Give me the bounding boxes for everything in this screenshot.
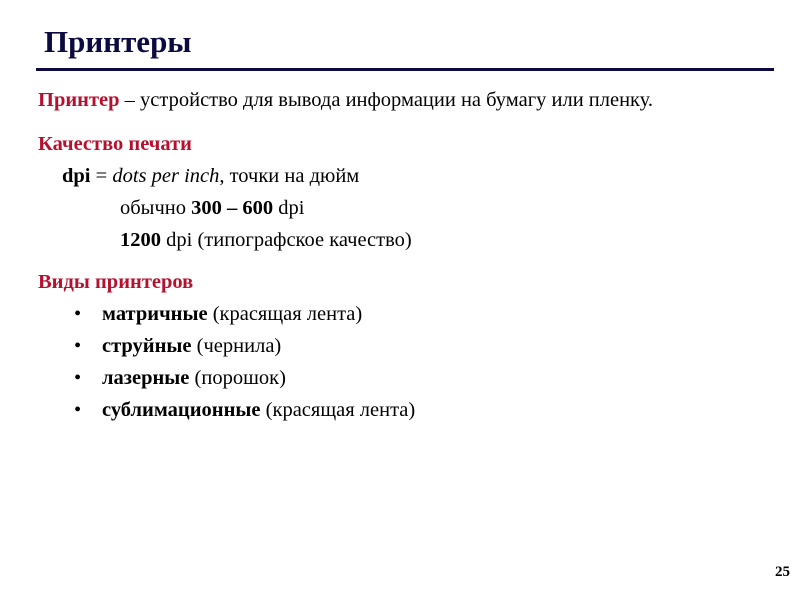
types-heading: Виды принтеров <box>38 271 194 293</box>
dpi-definition <box>38 160 778 192</box>
typical-range: 300 – 600 <box>191 197 274 219</box>
printer-type-desc: (порошок) <box>189 367 286 389</box>
printer-type-desc: (красящая лента) <box>207 303 363 325</box>
typical-dpi-line <box>38 192 778 224</box>
dpi-translation: , точки на дюйм <box>219 165 360 187</box>
slide-title: Принтеры <box>44 24 192 59</box>
printer-type-desc: (красящая лента) <box>260 399 416 421</box>
high-dpi-value: 1200 <box>120 229 161 251</box>
list-item <box>38 330 778 362</box>
definition-term: Принтер <box>38 89 120 111</box>
printer-type-name: лазерные <box>102 367 190 389</box>
definition-text: – устройство для вывода информации на бумагу или пленку. <box>119 89 654 111</box>
slide-content <box>38 84 778 426</box>
bullet-icon: • <box>74 399 82 421</box>
printer-type-desc: (чернила) <box>191 335 282 357</box>
list-item <box>38 394 778 426</box>
quality-heading: Качество печати <box>38 133 192 155</box>
dpi-term: dpi <box>62 165 91 187</box>
printer-type-name: матричные <box>102 303 208 325</box>
page-number: 25 <box>775 564 790 580</box>
definition-paragraph <box>38 84 778 116</box>
printer-type-name: струйные <box>102 335 192 357</box>
typical-unit: dpi <box>273 197 305 219</box>
bullet-icon: • <box>74 367 82 389</box>
bullet-icon: • <box>74 335 82 357</box>
printer-type-name: сублимационные <box>102 399 261 421</box>
list-item <box>38 362 778 394</box>
typical-prefix: обычно <box>120 197 192 219</box>
title-underline <box>36 68 774 71</box>
list-item <box>38 298 778 330</box>
bullet-icon: • <box>74 303 82 325</box>
printer-types-list <box>38 298 778 426</box>
dpi-equals: = <box>90 165 113 187</box>
high-dpi-text: dpi (типографское качество) <box>161 229 412 251</box>
high-dpi-line <box>38 224 778 256</box>
dpi-expansion: dots per inch <box>112 165 220 187</box>
